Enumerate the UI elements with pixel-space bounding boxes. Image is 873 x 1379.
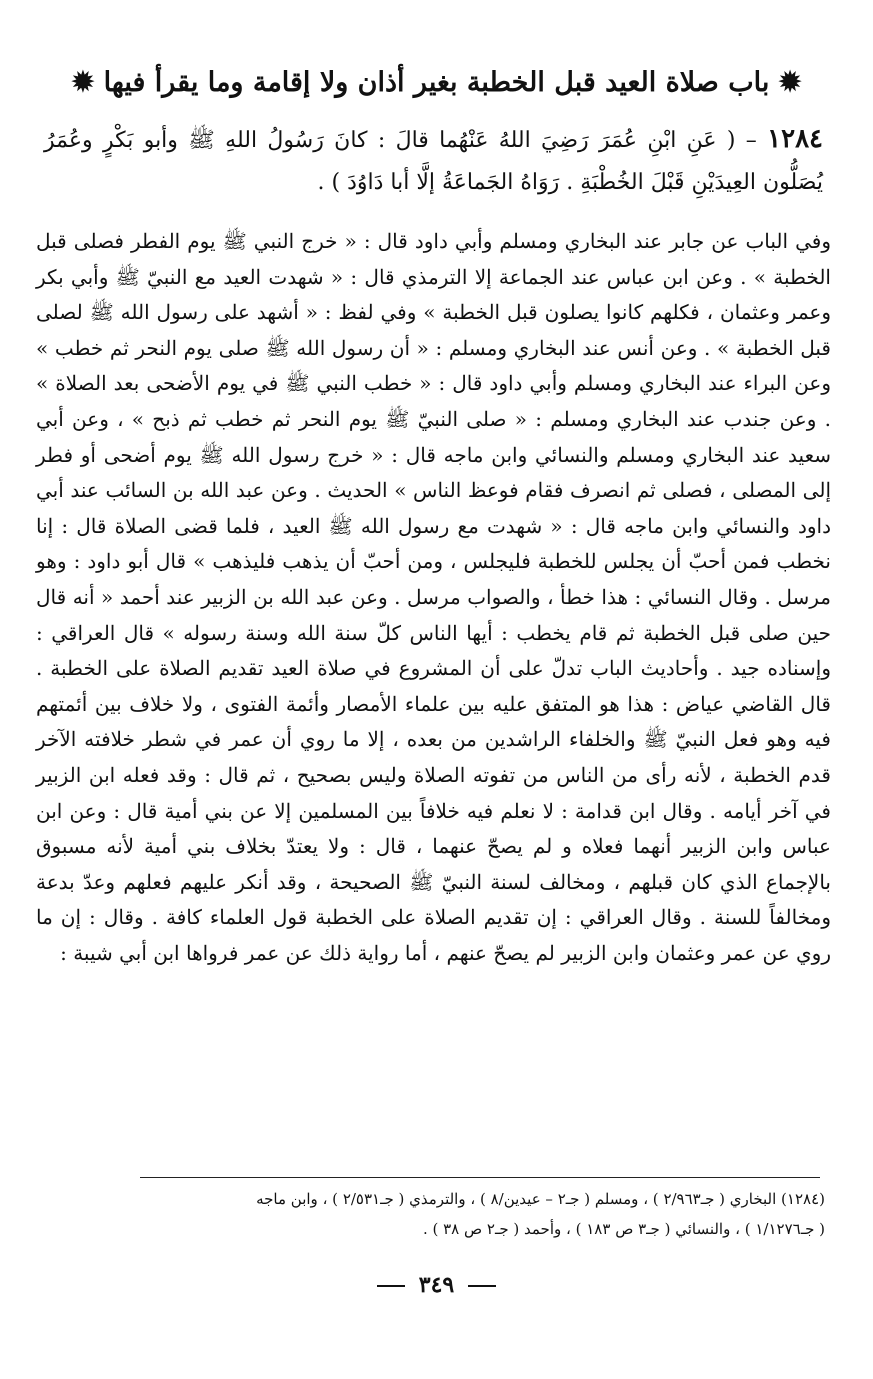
hadith-text	[44, 118, 823, 204]
ornament-star-icon: ✹	[778, 67, 802, 98]
ornament-star-icon: ✹	[71, 67, 95, 98]
page-number-dash	[377, 1285, 405, 1287]
page-number-value: ٣٤٩	[418, 1272, 455, 1298]
footnotes	[44, 1184, 825, 1244]
page-number	[0, 1268, 873, 1302]
footnote-line: ( جـ١/١٢٧٦ ) ، والنسائي ( جـ٣ ص ١٨٣ ) ، وأحمد ( جـ٢ ص ٣٨ ) .	[422, 1220, 825, 1238]
chapter-heading	[60, 58, 813, 108]
footnote-divider	[140, 1177, 820, 1178]
hadith-body: – ( عَنِ ابْنِ عُمَرَ رَضِيَ اللهُ عَنْهُما قالَ : كانَ رَسُولُ اللهِ ﷺ وأبو بَكْرٍ وعُمَرُ يُصَلُّون العِيدَيْنِ قَبْلَ الخُطْبَةِ . رَوَاهُ الجَماعَةُ إلَّا أبا دَاوُدَ ) .	[44, 128, 823, 195]
hadith-number: ١٢٨٤	[767, 124, 823, 154]
footnote-line: (١٢٨٤) البخاري ( جـ٢/٩٦٣ ) ، ومسلم ( جـ٢ – عيدين/٨ ) ، والترمذي ( جـ٢/٥٣١ ) ، وابن ماجه	[256, 1190, 825, 1208]
page-number-dash	[468, 1285, 496, 1287]
commentary-paragraph: وفي الباب عن جابر عند البخاري ومسلم وأبي داود قال : « خرج النبي ﷺ يوم الفطر فصلى قبل الخطبة » . وعن ابن عباس عند الجماعة إلا الترمذي قال : « شهدت العيد مع النبيّ ﷺ وأبي بكر وعمر وعثمان ، فكلهم كانوا يصلون قبل الخطبة » وفي لفظ : « أشهد على رسول الله ﷺ لصلى قبل الخطبة » . وعن أنس عند البخاري ومسلم : « أن رسول الله ﷺ صلى يوم النحر ثم خطب » وعن البراء عند البخاري ومسلم وأبي داود قال : « خطب النبي ﷺ في يوم الأضحى بعد الصلاة » . وعن جندب عند البخاري ومسلم : « صلى النبيّ ﷺ يوم النحر ثم خطب ثم ذبح » ، وعن أبي سعيد عند البخاري ومسلم والنسائي وابن ماجه قال : « خرج رسول الله ﷺ يوم أضحى أو فطر إلى المصلى ، فصلى ثم انصرف فقام فوعظ الناس » الحديث . وعن عبد الله بن السائب عند أبي داود والنسائي وابن ماجه قال : « شهدت مع رسول الله ﷺ العيد ، فلما قضى الصلاة قال : إنا نخطب فمن أحبّ أن يجلس للخطبة فليجلس ، ومن أحبّ أن يذهب فليذهب » قال أبو داود : وهو مرسل . وقال النسائي : هذا خطأ ، والصواب مرسل . وعن عبد الله بن الزبير عند أحمد « أنه قال حين صلى قبل الخطبة ثم قام يخطب : أيها الناس كلّ سنة الله وسنة رسوله » قال العراقي : وإسناده جيد . وأحاديث الباب تدلّ على أن المشروع في صلاة العيد تقديم الصلاة على الخطبة . قال القاضي عياض : هذا هو المتفق عليه بين علماء الأمصار وأئمة الفتوى ، ولا خلاف بين أئمتهم فيه وهو فعل النبيّ ﷺ والخلفاء الراشدين من بعده ، إلا ما روي أن عمر في شطر خلافته الآخر قدم الخطبة ، لأنه رأى من الناس من تفوته الصلاة وليس بصحيح ، ثم قال : وقد فعله ابن الزبير في آخر أيامه . وقال ابن قدامة : لا نعلم فيه خلافاً بين المسلمين إلا عن بني أمية قال : وعن ابن عباس وابن الزبير أنهما فعلاه و لم يصحّ عنهما ، قال : ولا يعتدّ بخلاف بني أمية لأنه مسبوق بالإجماع الذي كان قبلهم ، ومخالف لسنة النبيّ ﷺ الصحيحة ، وقد أنكر عليهم فعلهم وعدّ بدعة ومخالفاً للسنة . وقال العراقي : إن تقديم الصلاة على الخطبة قول العلماء كافة . وقال : إن ما روي عن عمر وعثمان وابن الزبير لم يصحّ عنهم ، أما رواية ذلك عن عمر فرواها ابن أبي شيبة :	[36, 229, 831, 965]
chapter-title: باب صلاة العيد قبل الخطبة بغير أذان ولا إقامة وما يقرأ فيها	[103, 67, 770, 98]
